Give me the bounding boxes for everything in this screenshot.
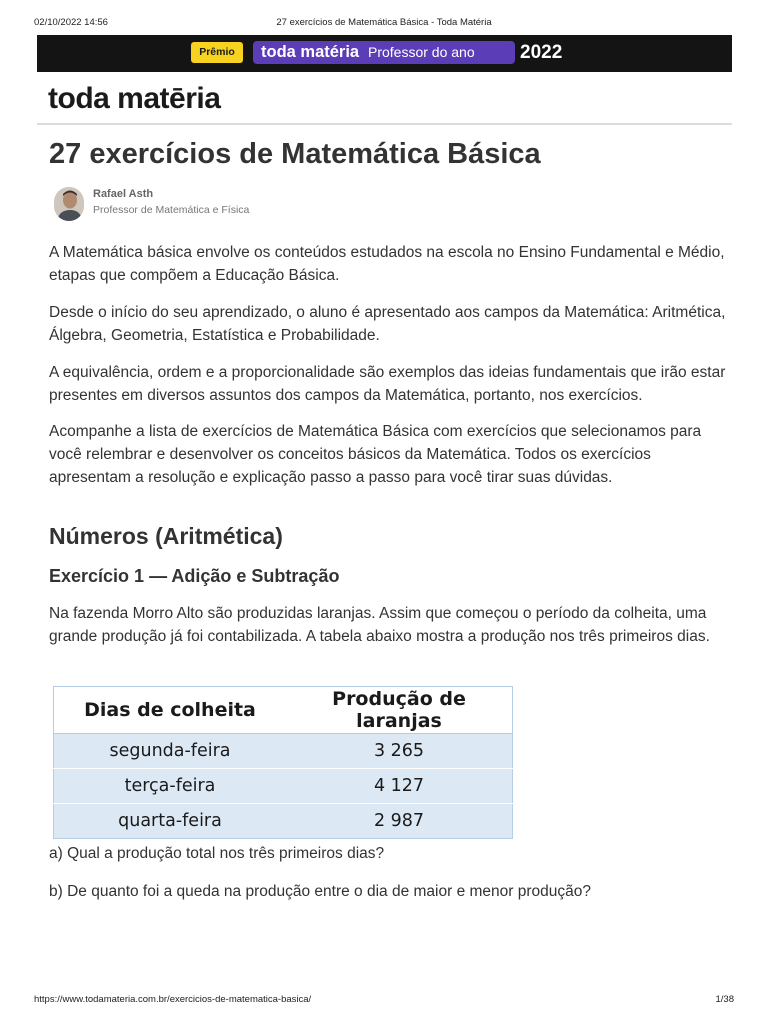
author-role: Professor de Matemática e Física: [93, 204, 250, 216]
award-badge: Prêmio: [191, 42, 243, 63]
intro-paragraph-1: A Matemática básica envolve os conteúdos estudados na escola no Ensino Fundamental e Médio, etapas que compõem a Educação Básica.: [49, 244, 725, 284]
header-divider: [37, 123, 732, 125]
table-header-production: Produção de laranjas: [286, 687, 513, 734]
award-banner[interactable]: [37, 35, 732, 72]
author-photo-icon: [54, 187, 84, 221]
banner-year: 2022: [520, 42, 563, 63]
banner-award-name: Professor do ano: [368, 44, 475, 60]
table-cell-day: quarta-feira: [54, 804, 287, 839]
page-title: 27 exercícios de Matemática Básica: [49, 138, 541, 170]
table-header-days: Dias de colheita: [54, 687, 287, 734]
table-row: [54, 734, 513, 769]
footer-url[interactable]: https://www.todamateria.com.br/exercicios-de-matematica-basica/: [34, 994, 312, 1005]
table-cell-production: 4 127: [286, 769, 513, 804]
question-b: b) De quanto foi a queda na produção entre o dia de maior e menor produção?: [49, 883, 592, 900]
table-cell-day: segunda-feira: [54, 734, 287, 769]
exercise-text: Na fazenda Morro Alto são produzidas laranjas. Assim que começou o período da colheita, uma grande produção já foi contabilizada. A tabela abaixo mostra a produção nos três primeiros dias.: [49, 605, 710, 645]
table-cell-production: 2 987: [286, 804, 513, 839]
intro-paragraph-3: A equivalência, ordem e a proporcionalidade são exemplos das ideias fundamentais que irão estar presentes em diversos assuntos dos campos da Matemática, portanto, nos exercícios.: [49, 364, 726, 404]
award-pill: [253, 41, 515, 64]
author-name[interactable]: Rafael Asth: [93, 188, 154, 200]
intro-paragraph-4: Acompanhe a lista de exercícios de Matemática Básica com exercícios que selecionamos para você relembrar e desenvolver os conceitos básicos da Matemática. Todos os exercícios apresentam a resolução e explicação passo a passo para você tirar suas dúvidas.: [49, 423, 702, 486]
intro-paragraph-2: Desde o início do seu aprendizado, o aluno é apresentado aos campos da Matemática: Aritmética, Álgebra, Geometria, Estatística e Probabilidade.: [49, 304, 726, 344]
question-a: a) Qual a produção total nos três primeiros dias?: [49, 845, 385, 862]
author-avatar[interactable]: [54, 187, 84, 221]
exercise-heading: Exercício 1 — Adição e Subtração: [49, 566, 340, 586]
table-cell-day: terça-feira: [54, 769, 287, 804]
site-logo[interactable]: toda matēria: [48, 82, 221, 115]
banner-brand: toda matéria: [261, 43, 360, 61]
print-document-title: 27 exercícios de Matemática Básica - Toda Matéria: [276, 17, 492, 28]
table-cell-production: 3 265: [286, 734, 513, 769]
table-header-row: [54, 687, 513, 734]
print-timestamp: 02/10/2022 14:56: [34, 17, 108, 28]
table-row: [54, 804, 513, 839]
footer-page-number: 1/38: [715, 994, 734, 1005]
harvest-table: [53, 686, 513, 839]
print-header: [0, 17, 768, 31]
section-heading: Números (Aritmética): [49, 523, 283, 549]
table-row: [54, 769, 513, 804]
